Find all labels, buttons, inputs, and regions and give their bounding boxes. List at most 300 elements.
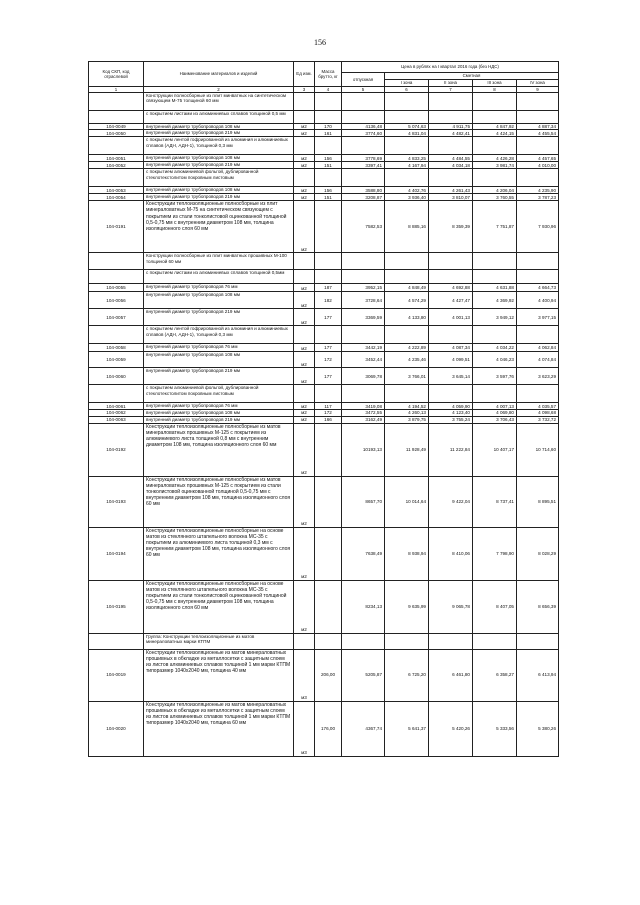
empty-cell (385, 137, 429, 155)
item-name: внутренний диаметр трубопроводов 76 мм (144, 344, 294, 352)
item-code: 104-0052 (89, 162, 144, 169)
header-zone3: III зона (473, 80, 517, 87)
zone2-price: 4 692,88 (429, 284, 473, 292)
zone3-price: 6 358,27 (473, 649, 517, 701)
section-title: Конструкции полносборные из плит минватных прошивных М-100 толщиной 60 мм (144, 253, 294, 270)
release-price: 10193,13 (342, 423, 385, 476)
zone4-price: 4 457,65 (517, 155, 559, 162)
item-mass: 177 (315, 368, 342, 385)
item-unit: м2 (294, 476, 315, 527)
item-mass: 161 (315, 130, 342, 137)
zone4-price: 5 380,26 (517, 701, 559, 756)
release-price: 3442,19 (342, 344, 385, 352)
item-unit: м2 (294, 352, 315, 368)
empty-cell (429, 633, 473, 649)
zone4-price: 8 656,39 (517, 580, 559, 633)
empty-cell (294, 111, 315, 124)
section-title: Конструкции полносборные из плит минватных на синтетическом связующем М-75 толщиной 60 мм (144, 93, 294, 111)
zone3-price: 8 737,41 (473, 476, 517, 527)
item-code: 104-0060 (89, 368, 144, 385)
item-mass: 172 (315, 352, 342, 368)
release-price: 3208,87 (342, 194, 385, 201)
empty-cell (429, 93, 473, 111)
release-price: 3069,78 (342, 368, 385, 385)
zone3-price: 4 426,28 (473, 155, 517, 162)
item-mass (315, 580, 342, 633)
release-price: 3472,55 (342, 410, 385, 416)
section-row (89, 326, 559, 344)
zone1-price: 6 725,20 (385, 649, 429, 701)
zone3-price: 3 981,74 (473, 162, 517, 169)
zone3-price: 4 034,22 (473, 344, 517, 352)
zone2-price: 11 222,84 (429, 423, 473, 476)
zone3-price: 7 751,87 (473, 201, 517, 253)
item-unit: м2 (294, 403, 315, 410)
item-code: 104-0057 (89, 309, 144, 326)
release-price: 3369,59 (342, 309, 385, 326)
zone2-price: 4 001,13 (429, 309, 473, 326)
item-unit: м3 (294, 701, 315, 756)
release-price: 3774,60 (342, 130, 385, 137)
item-code: 104-0058 (89, 344, 144, 352)
item-name: внутренний диаметр трубопроводов 219 мм (144, 130, 294, 137)
item-unit: м2 (294, 527, 315, 580)
item-mass (315, 423, 342, 476)
table-row (89, 476, 559, 527)
empty-cell (517, 137, 559, 155)
zone2-price: 4 482,41 (429, 130, 473, 137)
empty-cell (294, 253, 315, 270)
empty-cell (342, 169, 385, 187)
column-number: 5 (342, 87, 385, 93)
empty-cell (342, 253, 385, 270)
zone2-price: 4 911,75 (429, 124, 473, 130)
header-estimated: Сметная (385, 73, 559, 80)
empty-cell (315, 385, 342, 403)
item-name: Конструкции теплоизоляционные полносборные из матов минераловатных прошивных М-125 с покрытием из алюминиевого листа толщиной 0,8 мм с внутренним диаметром 108 мм, толщина изоляционного слоя 60 мм (144, 423, 294, 476)
empty-cell (342, 270, 385, 284)
item-unit: м3 (294, 649, 315, 701)
item-name: Конструкции теплоизоляционные полносборные на основе матов из стеклянного штапельного волокна МС-35 с покрытием из стали тонколистовой оцинкованной толщиной 0,5-0,75 мм с внутренним диаметром 108 мм, толщина изоляционного слоя 60 мм (144, 580, 294, 633)
item-mass (315, 201, 342, 253)
table-row (89, 368, 559, 385)
zone1-price: 4 833,25 (385, 155, 429, 162)
item-name: Конструкции теплоизоляционные из матов минераловатных прошивных в обкладке из металлосетки с защитным слоем из листов алюминиевых сплавов толщиной 1 мм марки КТПМ типоразмер 1040х2040 мм, толщина 40 мм (144, 649, 294, 701)
item-code: 104-0061 (89, 403, 144, 410)
zone2-price: 3 810,07 (429, 194, 473, 201)
table-body (89, 93, 559, 757)
section-title: Группа: Конструкции теплоизоляционные из матов минераловатных марки КТПМ (144, 633, 294, 649)
empty-cell (89, 326, 144, 344)
zone4-price: 4 455,54 (517, 130, 559, 137)
table-row (89, 194, 559, 201)
empty-cell (89, 93, 144, 111)
empty-cell (89, 253, 144, 270)
item-unit: м2 (294, 368, 315, 385)
empty-cell (342, 93, 385, 111)
zone4-price: 4 074,84 (517, 352, 559, 368)
zone1-price: 4 167,94 (385, 162, 429, 169)
table-row (89, 527, 559, 580)
empty-cell (342, 137, 385, 155)
empty-cell (473, 633, 517, 649)
release-price: 4136,48 (342, 124, 385, 130)
empty-cell (517, 270, 559, 284)
table-row (89, 649, 559, 701)
item-name: внутренний диаметр трубопроводов 76 мм (144, 403, 294, 410)
zone2-price: 4 099,51 (429, 352, 473, 368)
zone4-price: 3 977,15 (517, 309, 559, 326)
empty-cell (315, 326, 342, 344)
item-unit: м2 (294, 309, 315, 326)
item-name: внутренний диаметр трубопроводов 108 мм (144, 352, 294, 368)
item-name: внутренний диаметр трубопроводов 108 мм (144, 155, 294, 162)
zone3-price: 4 847,92 (473, 124, 517, 130)
zone1-price: 4 831,04 (385, 130, 429, 137)
empty-cell (294, 326, 315, 344)
zone2-price: 4 123,40 (429, 410, 473, 416)
zone4-price: 4 400,94 (517, 292, 559, 309)
column-number: 8 (473, 87, 517, 93)
item-code: 104-0193 (89, 476, 144, 527)
zone2-price: 3 645,14 (429, 368, 473, 385)
table-row (89, 284, 559, 292)
zone4-price: 8 028,29 (517, 527, 559, 580)
item-unit: м2 (294, 130, 315, 137)
header-zone1: I зона (385, 80, 429, 87)
section-title: с покрытием лентой гофрированной из алюминия и алюминиевых сплавов (АДН, АДН-1), толщиной 0,3 мм (144, 326, 294, 344)
release-price: 3778,69 (342, 155, 385, 162)
column-number: 9 (517, 87, 559, 93)
item-code: 104-0195 (89, 580, 144, 633)
table-row (89, 130, 559, 137)
item-name: внутренний диаметр трубопроводов 108 мм (144, 124, 294, 130)
section-row (89, 633, 559, 649)
empty-cell (473, 385, 517, 403)
empty-cell (89, 270, 144, 284)
section-row (89, 137, 559, 155)
header-release: отпускная (342, 73, 385, 87)
zone1-price: 4 133,80 (385, 309, 429, 326)
empty-cell (294, 169, 315, 187)
zone3-price: 4 069,80 (473, 410, 517, 416)
item-mass (315, 476, 342, 527)
section-title: с покрытием лентой гофрированной из алюминия и алюминиевых сплавов (АДН, АДН-1), толщиной 0,3 мм (144, 137, 294, 155)
zone3-price: 7 798,90 (473, 527, 517, 580)
item-mass: 166 (315, 416, 342, 423)
section-title: с покрытием листами из алюминиевых сплавов толщиной 0,5 мм (144, 111, 294, 124)
empty-cell (517, 111, 559, 124)
zone3-price: 3 706,43 (473, 416, 517, 423)
item-code: 104-0192 (89, 423, 144, 476)
empty-cell (473, 93, 517, 111)
zone3-price: 4 206,04 (473, 187, 517, 194)
zone1-price: 5 074,63 (385, 124, 429, 130)
zone1-price: 11 928,49 (385, 423, 429, 476)
item-name: Конструкции теплоизоляционные из матов минераловатных прошивных в обкладке из металлосетки с защитным слоем из листов алюминиевых сплавов толщиной 1 мм марки КТПМ типоразмер 1040х2040 мм, толщина 60 мм (144, 701, 294, 756)
empty-cell (385, 270, 429, 284)
item-mass: 177 (315, 344, 342, 352)
section-row (89, 169, 559, 187)
zone1-price: 9 635,99 (385, 580, 429, 633)
item-unit: м2 (294, 124, 315, 130)
item-unit: м2 (294, 187, 315, 194)
empty-cell (473, 111, 517, 124)
table-row (89, 292, 559, 309)
item-mass: 172 (315, 410, 342, 416)
table-row (89, 352, 559, 368)
column-number: 3 (294, 87, 315, 93)
empty-cell (429, 137, 473, 155)
item-code: 104-0020 (89, 701, 144, 756)
empty-cell (342, 633, 385, 649)
item-name: внутренний диаметр трубопроводов 108 мм (144, 187, 294, 194)
item-code: 104-0056 (89, 292, 144, 309)
empty-cell (294, 385, 315, 403)
header-name: Наименование материалов и изделий (144, 62, 294, 87)
section-row (89, 270, 559, 284)
zone1-price: 4 260,13 (385, 410, 429, 416)
item-mass: 170 (315, 124, 342, 130)
item-unit: м2 (294, 155, 315, 162)
empty-cell (89, 111, 144, 124)
zone4-price: 3 787,23 (517, 194, 559, 201)
table-row (89, 155, 559, 162)
release-price: 3419,08 (342, 403, 385, 410)
item-code: 104-0062 (89, 410, 144, 416)
table-row (89, 162, 559, 169)
item-mass: 187 (315, 284, 342, 292)
empty-cell (517, 385, 559, 403)
empty-cell (385, 111, 429, 124)
zone3-price: 4 424,15 (473, 130, 517, 137)
item-unit: м2 (294, 580, 315, 633)
zone4-price: 4 235,90 (517, 187, 559, 194)
item-name: внутренний диаметр трубопроводов 219 мм (144, 368, 294, 385)
item-code: 104-0049 (89, 124, 144, 130)
empty-cell (294, 270, 315, 284)
empty-cell (517, 633, 559, 649)
release-price: 7582,53 (342, 201, 385, 253)
empty-cell (385, 633, 429, 649)
zone4-price: 3 623,29 (517, 368, 559, 385)
empty-cell (342, 326, 385, 344)
release-price: 3728,64 (342, 292, 385, 309)
empty-cell (89, 385, 144, 403)
column-number: 1 (89, 87, 144, 93)
release-price: 3952,15 (342, 284, 385, 292)
zone4-price: 7 930,96 (517, 201, 559, 253)
zone2-price: 4 034,18 (429, 162, 473, 169)
item-name: Конструкции теплоизоляционные полносборные из матов минераловатных прошивных М-125 с покрытием из стали тонколистовой оцинкованной толщиной 0,5-0,75 мм с внутренним диаметром 108 мм, толщина изоляционного слоя 60 мм (144, 476, 294, 527)
header-zone2: II зона (429, 80, 473, 87)
empty-cell (385, 326, 429, 344)
release-price: 3397,41 (342, 162, 385, 169)
item-unit: м2 (294, 284, 315, 292)
zone3-price: 10 407,17 (473, 423, 517, 476)
empty-cell (89, 633, 144, 649)
empty-cell (315, 253, 342, 270)
item-code: 104-0059 (89, 352, 144, 368)
zone1-price: 4 194,52 (385, 403, 429, 410)
empty-cell (385, 385, 429, 403)
zone4-price: 6 413,94 (517, 649, 559, 701)
item-unit: м2 (294, 416, 315, 423)
zone4-price: 3 732,72 (517, 416, 559, 423)
release-price: 3588,80 (342, 187, 385, 194)
item-code: 104-0063 (89, 416, 144, 423)
table-row (89, 403, 559, 410)
zone2-price: 8 410,06 (429, 527, 473, 580)
item-code: 104-0019 (89, 649, 144, 701)
empty-cell (315, 137, 342, 155)
section-title: с покрытием листами из алюминиевых сплавов толщиной 0,5мм (144, 270, 294, 284)
zone2-price: 4 427,47 (429, 292, 473, 309)
section-row (89, 93, 559, 111)
table-row (89, 580, 559, 633)
item-mass (315, 527, 342, 580)
empty-cell (473, 137, 517, 155)
zone4-price: 4 062,84 (517, 344, 559, 352)
zone4-price: 4 035,57 (517, 403, 559, 410)
item-name: внутренний диаметр трубопроводов 108 мм (144, 292, 294, 309)
zone2-price: 4 261,43 (429, 187, 473, 194)
zone1-price: 3 766,01 (385, 368, 429, 385)
zone1-price: 3 936,40 (385, 194, 429, 201)
zone3-price: 3 597,76 (473, 368, 517, 385)
empty-cell (517, 93, 559, 111)
zone3-price: 3 949,12 (473, 309, 517, 326)
empty-cell (429, 326, 473, 344)
release-price: 7638,49 (342, 527, 385, 580)
price-table (88, 61, 559, 757)
item-mass: 151 (315, 162, 342, 169)
header-unit: Ед изм. (294, 62, 315, 87)
zone1-price: 3 879,75 (385, 416, 429, 423)
empty-cell (517, 169, 559, 187)
item-code: 104-0055 (89, 284, 144, 292)
empty-cell (385, 93, 429, 111)
zone1-price: 4 574,29 (385, 292, 429, 309)
item-mass: 156 (315, 155, 342, 162)
item-mass: 117 (315, 403, 342, 410)
item-mass: 182 (315, 292, 342, 309)
item-code: 104-0050 (89, 130, 144, 137)
item-code: 104-0194 (89, 527, 144, 580)
zone1-price: 8 885,16 (385, 201, 429, 253)
release-price: 3452,44 (342, 352, 385, 368)
empty-cell (429, 253, 473, 270)
item-mass: 156 (315, 187, 342, 194)
item-code: 104-0053 (89, 187, 144, 194)
item-unit: м2 (294, 194, 315, 201)
header-code: Код СКП, код отраслевой (89, 62, 144, 87)
section-row (89, 253, 559, 270)
release-price: 3162,49 (342, 416, 385, 423)
zone2-price: 9 065,78 (429, 580, 473, 633)
table-header (89, 62, 559, 93)
item-name: внутренний диаметр трубопроводов 219 мм (144, 194, 294, 201)
zone3-price: 4 631,88 (473, 284, 517, 292)
item-name: внутренний диаметр трубопроводов 108 мм (144, 410, 294, 416)
empty-cell (429, 385, 473, 403)
table-row (89, 344, 559, 352)
item-unit: м2 (294, 344, 315, 352)
empty-cell (429, 169, 473, 187)
table-row (89, 423, 559, 476)
section-title: с покрытием алюминиевой фольгой, дублированной стеклотекстолитом покровным листовым (144, 169, 294, 187)
release-price: 8657,70 (342, 476, 385, 527)
empty-cell (517, 326, 559, 344)
zone4-price: 10 714,60 (517, 423, 559, 476)
column-number: 4 (315, 87, 342, 93)
table-row (89, 701, 559, 756)
empty-cell (89, 137, 144, 155)
column-number: 7 (429, 87, 473, 93)
item-name: Конструкции теплоизоляционные полносборные из плит минераловатных М-75 на синтетическом связующем с покрытием из стали тонколистовой оцинкованной толщиной 0,5-0,75 мм с внутренним диаметром 108 мм, толщина изоляционного слоя 60 мм (144, 201, 294, 253)
item-unit: м2 (294, 423, 315, 476)
empty-cell (294, 137, 315, 155)
item-unit: м2 (294, 410, 315, 416)
zone3-price: 3 760,55 (473, 194, 517, 201)
header-zone4: IV зона (517, 80, 559, 87)
item-name: Конструкции теплоизоляционные полносборные на основе матов из стеклянного штапельного волокна МС-35 с покрытием из алюминиевого листа толщиной 0,3 мм с внутренним диаметром 108 мм, толщина изоляционного слоя 60 мм (144, 527, 294, 580)
release-price: 8234,13 (342, 580, 385, 633)
zone2-price: 6 461,80 (429, 649, 473, 701)
item-code: 104-0191 (89, 201, 144, 253)
section-row (89, 111, 559, 124)
zone2-price: 4 484,55 (429, 155, 473, 162)
empty-cell (385, 253, 429, 270)
item-name: внутренний диаметр трубопроводов 219 мм (144, 309, 294, 326)
zone4-price: 4 098,68 (517, 410, 559, 416)
zone2-price: 4 059,90 (429, 403, 473, 410)
empty-cell (315, 93, 342, 111)
item-unit: м2 (294, 201, 315, 253)
empty-cell (429, 111, 473, 124)
zone2-price: 5 420,26 (429, 701, 473, 756)
zone4-price: 8 895,51 (517, 476, 559, 527)
item-unit: м2 (294, 292, 315, 309)
release-price: 4367,74 (342, 701, 385, 756)
empty-cell (473, 253, 517, 270)
empty-cell (429, 270, 473, 284)
empty-cell (294, 93, 315, 111)
zone2-price: 8 359,39 (429, 201, 473, 253)
zone1-price: 5 641,37 (385, 701, 429, 756)
item-name: внутренний диаметр трубопроводов 76 мм (144, 284, 294, 292)
zone3-price: 8 407,05 (473, 580, 517, 633)
page-number: 156 (314, 38, 326, 47)
item-name: внутренний диаметр трубопроводов 219 мм (144, 416, 294, 423)
empty-cell (315, 111, 342, 124)
empty-cell (89, 169, 144, 187)
section-row (89, 385, 559, 403)
table-row (89, 201, 559, 253)
empty-cell (473, 169, 517, 187)
column-number: 2 (144, 87, 294, 93)
zone4-price: 4 664,73 (517, 284, 559, 292)
zone1-price: 4 848,49 (385, 284, 429, 292)
release-price: 5205,87 (342, 649, 385, 701)
zone2-price: 3 755,24 (429, 416, 473, 423)
zone2-price: 9 422,04 (429, 476, 473, 527)
zone1-price: 4 402,76 (385, 187, 429, 194)
item-mass: 206,00 (315, 649, 342, 701)
zone3-price: 4 046,23 (473, 352, 517, 368)
item-mass: 177 (315, 309, 342, 326)
empty-cell (294, 633, 315, 649)
